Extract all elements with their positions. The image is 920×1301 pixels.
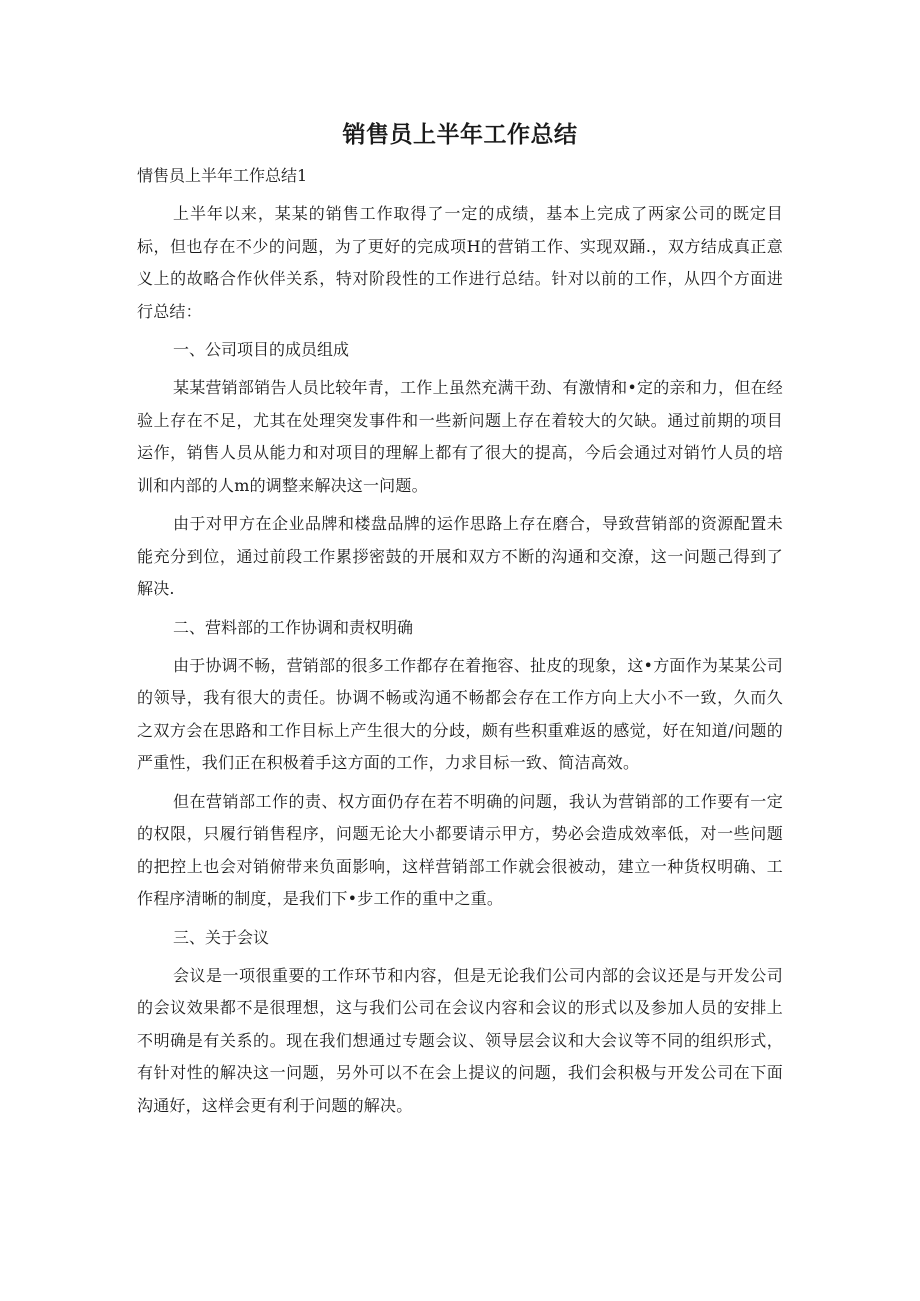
- paragraph-intro: 上半年以来，某某的销售工作取得了一定的成绩，基本上完成了两家公司的既定目标，但也存在不少的问题，为了更好的完成项H的营销工作、实现双踊.，双方结成真正意义上的故略合作伙伴关系，特对阶段性的工作进行总结。针对以前的工作，从四个方面进行总结：: [137, 204, 783, 321]
- paragraph-team: 某某营销部销告人员比较年青，工作上虽然充满干劲、有激情和•定的亲和力，但在经验上存在不足，尤其在处理突发事件和一些新问题上存在着较大的欠缺。通过前期的项目运作，销售人员从能力和对项目的理解上都有了很大的提高，今后会通过对销竹人员的培训和内部的人m的调整来解决这一问题。: [137, 378, 783, 495]
- document-title: 销售员上半年工作总结: [342, 122, 578, 148]
- section-heading-2: 二、营料部的工作协调和责权明确: [173, 617, 414, 637]
- paragraph-authority: 但在营销部工作的责、权方面仍存在若不明确的问题，我认为营销部的工作要有一定的权限，只履行销售程序，问题无论大小都要请示甲方，势必会造成效率低，对一些问题的把控上也会对销俯带来负面影响，这样营销部工作就会很被动，建立一种货权明确、工作程序清晰的制度，是我们下•步工作的重中之重。: [137, 791, 783, 908]
- paragraph-meetings: 会议是一项很重要的工作环节和内容，但是无论我们公司内部的会议还是与开发公司的会议效果都不是很理想，这与我们公司在会议内容和会议的形式以及参加人员的安排上不明确是有关系的。现在我们想通过专题会议、领导层会议和大会议等不同的组织形式，有针对性的解决这一问题，另外可以不在会上提议的问题，我们会积极与开发公司在下面沟通好，这样会更有利于问题的解决。: [137, 965, 783, 1115]
- paragraph-coordination: 由于协调不畅，营销部的很多工作都存在着拖容、扯皮的现象，这•方面作为某某公司的领导，我有很大的责任。协调不畅或沟通不畅都会存在工作方向上大小不一致，久而久之双方会在思路和工作目标上产生很大的分歧，颇有些积重难返的感觉，好在知道/问题的严重性，我们正在积极着手这方面的工作，力求目标一致、简洁高效。: [137, 655, 783, 772]
- section-heading-1: 一、公司项目的成员组成: [173, 340, 350, 359]
- paragraph-resources: 由于对甲方在企业品牌和楼盘品牌的运作思路上存在磨合，导致营销部的资源配置未能充分到位，通过前段工作累拶密鼓的开展和双方不断的沟通和交潦，这一问题己得到了解决.: [137, 514, 783, 598]
- document-subtitle: 情售员上半年工作总结1: [137, 166, 308, 185]
- document-body: [137, 160, 783, 1128]
- section-heading-3: 三、关于会议: [173, 927, 270, 947]
